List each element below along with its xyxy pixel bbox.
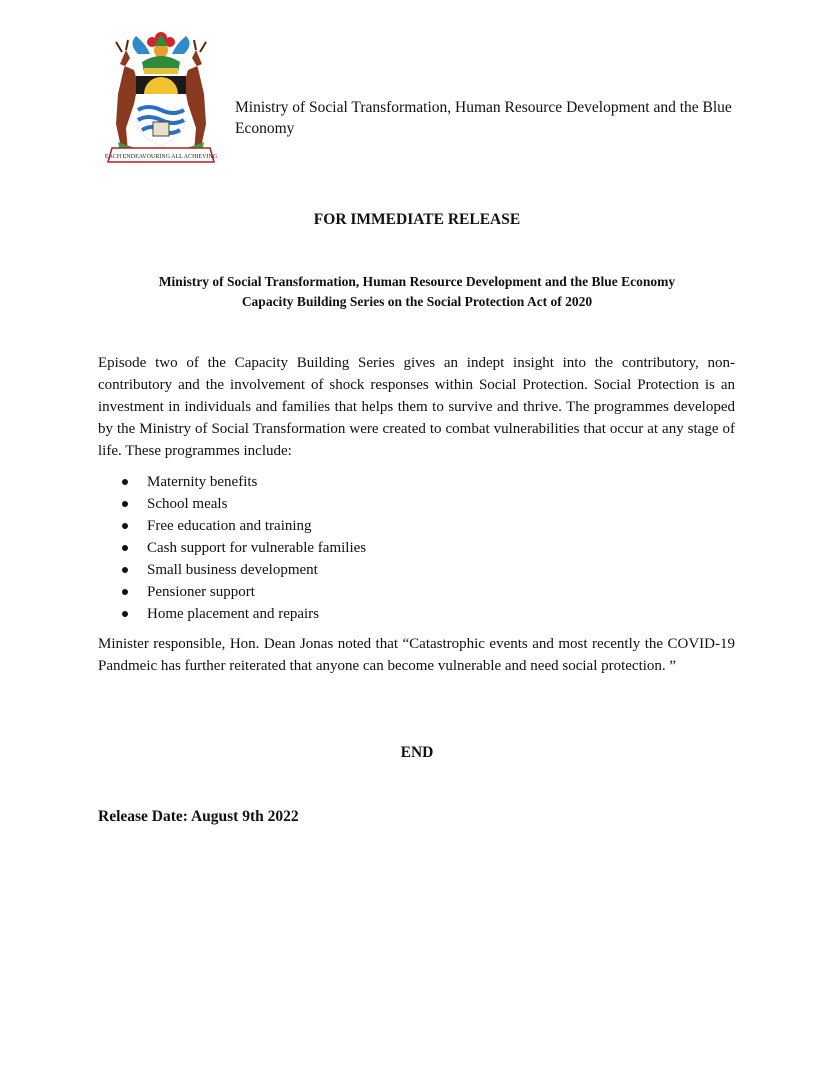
subtitle-line-2: Capacity Building Series on the Social Protection Act of 2020 <box>241 294 593 309</box>
list-item-label: Maternity benefits <box>147 474 258 490</box>
release-subtitle <box>0 272 834 312</box>
body-paragraph-1: Episode two of the Capacity Building Series gives an indept insight into the contributory, non-contributory and the involvement of shock responses within Social Protection. Social Protection is an investment in individuals and families that helps them to survive and thrive. The programmes developed by the Ministry of Social Transformation were created to combat vulnerabilities that occur at any stage of life. These programmes include: <box>98 355 735 459</box>
bullet-icon <box>122 611 128 617</box>
list-item-label: Free education and training <box>147 518 312 534</box>
list-item <box>98 559 698 581</box>
release-heading: FOR IMMEDIATE RELEASE <box>313 211 521 228</box>
list-item-label: Home placement and repairs <box>147 606 320 622</box>
coat-of-arms-logo <box>98 24 224 170</box>
bullet-icon <box>122 501 128 507</box>
bullet-icon <box>122 479 128 485</box>
list-item <box>98 515 698 537</box>
bullet-icon <box>122 523 128 529</box>
end-marker: END <box>400 744 434 761</box>
programmes-list <box>98 471 698 625</box>
body-paragraph-2: Minister responsible, Hon. Dean Jonas noted that “Catastrophic events and most recently the COVID-19 Pandmeic has further reiterated that anyone can become vulnerable and need social protection. ” <box>98 636 735 674</box>
list-item <box>98 603 698 625</box>
ministry-name: Ministry of Social Transformation, Human Resource Development and the Blue Economy <box>235 99 732 137</box>
list-item <box>98 537 698 559</box>
list-item-label: Pensioner support <box>147 584 255 600</box>
list-item <box>98 471 698 493</box>
list-item-label: School meals <box>147 496 228 512</box>
list-item <box>98 581 698 603</box>
list-item-label: Small business development <box>147 562 318 578</box>
list-item <box>98 493 698 515</box>
bullet-icon <box>122 545 128 551</box>
bullet-icon <box>122 567 128 573</box>
list-item-label: Cash support for vulnerable families <box>147 540 367 556</box>
bullet-icon <box>122 589 128 595</box>
crest-motto: EACH ENDEAVOURING ALL ACHIEVING <box>104 154 218 160</box>
subtitle-line-1: Ministry of Social Transformation, Human Resource Development and the Blue Economy <box>158 274 676 289</box>
release-date: Release Date: August 9th 2022 <box>98 808 299 825</box>
